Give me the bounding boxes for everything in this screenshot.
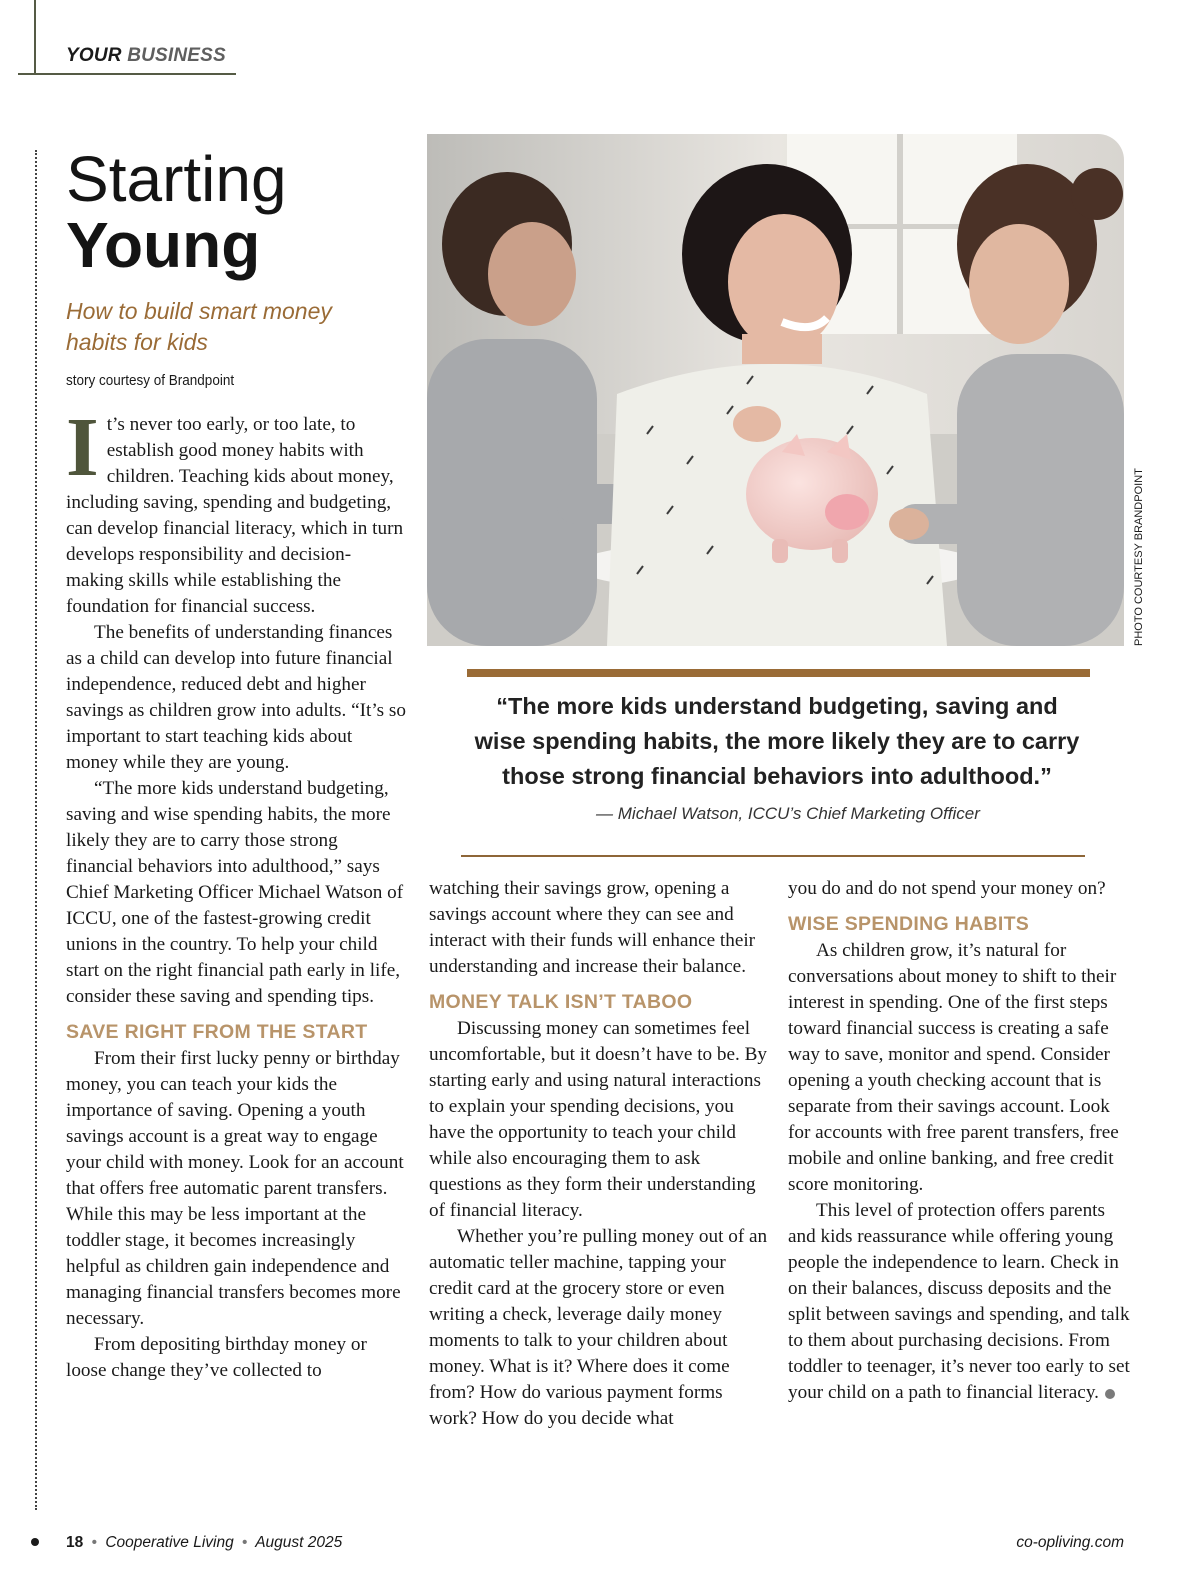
- byline: story courtesy of Brandpoint: [66, 372, 235, 389]
- issue-date: August 2025: [255, 1534, 343, 1551]
- pull-quote-bottom-rule: [461, 855, 1085, 857]
- title-line-1: Starting: [66, 143, 287, 215]
- drop-cap: I: [66, 401, 99, 494]
- dotted-margin-rule: [35, 150, 37, 1510]
- section-label: [66, 45, 226, 67]
- paragraph-8: As children grow, it’s natural for conversations about money to shift to their interest in spending. One of the first steps toward financial success is creating a safe way to save, monitor and spend. Consider opening a youth checking account that is separate from their savings account. Look for accounts with free parent transfers, free mobile and online banking, and free credit score monitoring.: [788, 940, 1119, 1195]
- footer-folio: [66, 1534, 342, 1552]
- subhead-save-right: SAVE RIGHT FROM THE START: [66, 1021, 368, 1043]
- paragraph-5: From depositing birthday money or loose change they’ve collected to: [66, 1334, 367, 1381]
- end-mark-icon: [1105, 1389, 1115, 1399]
- pull-quote-attribution: — Michael Watson, ICCU’s Chief Marketing Officer: [596, 804, 980, 823]
- section-underline: [18, 73, 236, 75]
- page-title: [66, 143, 406, 281]
- article-column-3: [788, 876, 1133, 1406]
- paragraph-6: Discussing money can sometimes feel uncomfortable, but it doesn’t have to be. By starting early and using natural interactions to explain your spending decisions, you have the opportunity to teach your child while also encouraging them to ask questions as they form their understanding of financial literacy.: [429, 1018, 768, 1221]
- paragraph-5-continued: watching their savings grow, opening a savings account where they can see and interact with their funds will enhance their understanding and increase their balance.: [429, 878, 756, 977]
- hero-photo: [427, 134, 1124, 646]
- page-number: 18: [66, 1534, 84, 1551]
- piggy-bank-family-illustration: [427, 134, 1124, 646]
- section-accent-bar: [34, 0, 36, 74]
- footer-bullet-2: •: [242, 1534, 248, 1551]
- section-label-part1: YOUR: [66, 45, 122, 66]
- paragraph-9: This level of protection offers parents and kids reassurance while offering young people the independence to learn. Check in on their balances, discuss deposits and the split between savings and spending, and talk to them about purchasing decisions. From toddler to teenager, it’s never too early to set your child on a path to financial literacy.: [788, 1200, 1130, 1403]
- title-line-2: Young: [66, 209, 261, 281]
- paragraph-4: From their first lucky penny or birthday money, you can teach your kids the importance of saving. Opening a youth savings account is a great way to engage your child with money. Look for an account that offers free automatic parent transfers. While this may be less important at the toddler stage, it becomes increasingly helpful as children gain independence and managing financial transfers becomes more necessary.: [66, 1048, 404, 1329]
- pull-quote-top-rule: [467, 669, 1090, 677]
- margin-rule-end-dot: [31, 1538, 39, 1546]
- paragraph-7: Whether you’re pulling money out of an automatic teller machine, tapping your credit card at the grocery store or even writing a check, leverage daily money moments to talk to your children about money. What is it? Where does it come from? How do various payment forms work? How do you decide what: [429, 1226, 768, 1429]
- footer-bullet-1: •: [91, 1534, 97, 1551]
- footer-url[interactable]: co-opliving.com: [1016, 1534, 1124, 1551]
- paragraph-1: It’s never too early, or too late, to establish good money habits with children. Teaching kids about money, including saving, spending and budgeting, can develop financial literacy, which in turn develops responsibility and decision-making skills while establishing the foundation for financial success.: [66, 401, 404, 617]
- subhead-wise-spending: WISE SPENDING HABITS: [788, 913, 1030, 935]
- article-column-1: [66, 401, 408, 1384]
- subtitle-deck: How to build smart money habits for kids: [66, 298, 332, 355]
- paragraph-3: “The more kids understand budgeting, saving and wise spending habits, the more likely they are to carry those strong financial behaviors into adulthood,” says Chief Marketing Officer Michael Watson of ICCU, one of the fastest-growing credit unions in the country. To help your child start on the right financial path early in life, consider these saving and spending tips.: [66, 778, 404, 1007]
- paragraph-2: The benefits of understanding finances as a child can develop into future financial independence, reduced debt and higher savings as children grow into adults. “It’s so important to start teaching kids about money while they are young.: [66, 622, 406, 773]
- paragraph-7-continued: you do and do not spend your money on?: [788, 878, 1106, 899]
- section-label-part2: BUSINESS: [127, 45, 226, 66]
- pull-quote: “The more kids understand budgeting, saving and wise spending habits, the more likely they are to carry those strong financial behaviors into adulthood.”: [474, 693, 1080, 789]
- subhead-money-talk: MONEY TALK ISN’T TABOO: [429, 991, 693, 1013]
- magazine-name: Cooperative Living: [105, 1534, 234, 1551]
- photo-credit: PHOTO COURTESY BRANDPOINT: [1133, 468, 1145, 646]
- article-column-2: [429, 876, 769, 1432]
